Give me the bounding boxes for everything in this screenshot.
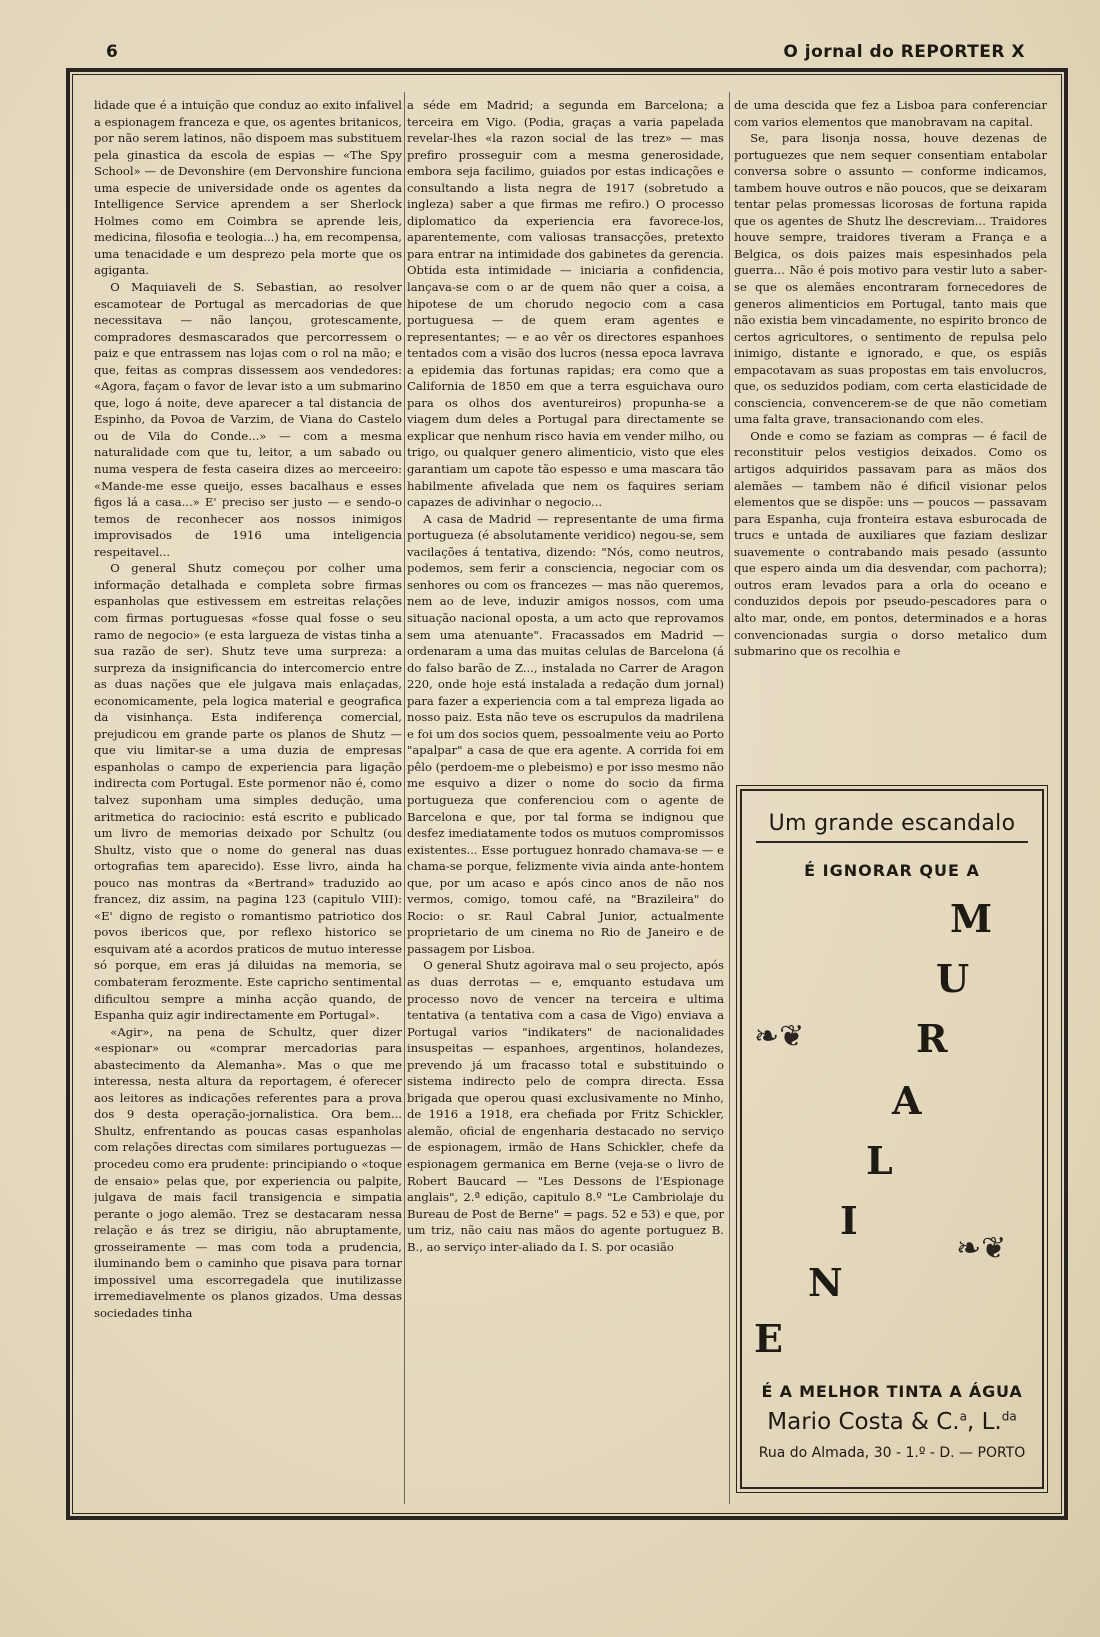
brand-letter: I [840,1198,858,1243]
brand-letter: A [892,1078,922,1123]
ad-headline: Um grande escandalo [768,811,1016,836]
paragraph: A casa de Madrid — representante de uma firma portugueza (é absolutamente veridico) negou-se, sem vacilações á tentativa, dizendo: "Nós, como neutros, podemos, sem ferir a consciencia, negociar com os senhores ou com os francezes — mas não queremos, nem ao de leve, induzir amigos nossos, com uma situação nacional oposta, a um acto que reprovamos sem uma atenuante". Fracassados em Madrid — ordenaram a uma das muitas celulas de Barcelona (á do falso barão de Z..., instalada no Carrer de Aragon 220, onde hoje está instalada a redação dum jornal) para fazer a experiencia com a tal empreza ligada ao nosso paiz. Esta não teve os escrupulos da madrilena e foi um dos socios quem, pessoalmente veiu ao Porto "apalpar" a casa de que era agente. A corrida foi em pêlo (perdoem-me o plebeismo) e por isso mesmo não me esquivo a dizer o nome do socio da firma portugueza que conferenciou com o agente de Barcelona e que, por tal forma se indignou que desfez imediatamente todos os mutuos compromissos existentes... Esse portuguez honrado chamava-se — e chama-se porque, felizmente vivia ainda ante-hontem que, por um acaso e após cinco anos de não nos vermos, comigo, tomou café, na "Brazileira" do Rocio: o sr. Raul Cabral Junior, actualmente proprietario de um cinema no Rio de Janeiro e de passagem por Lisboa. [407,511,724,956]
page-number: 6 [106,42,118,62]
column-rule [404,92,405,1504]
company-superscript: a [959,1409,967,1424]
running-title: O jornal do REPORTER X [783,42,1025,62]
ad-address: Rua do Almada, 30 - 1.º - D. — PORTO [758,1445,1026,1461]
muraline-advertisement [740,789,1044,1489]
ad-company [742,1409,1042,1435]
company-superscript: da [1001,1409,1017,1424]
paragraph: O general Shutz agoirava mal o seu projecto, após as duas derrotas — e, emquanto estudava um processo novo de vencer na terceira e ultima tentativa (a tentativa com a casa de Vigo) enviava a Portugal varios "indikaters" de nacionalidades insuspeitas — espanhoes, argentinos, holandezes, prevendo já um fracasso total e substituindo o sistema indirecto pelo de compra directa. Essa brigada que operou quasi exclusivamente no Minho, de 1916 a 1918, era chefiada por Fritz Schickler, alemão, oficial de engenharia destacado no serviço de espionagem, irmão de Hans Schickler, chefe da espionagem germanica em Berne (veja-se o livro de Robert Baucard — "Les Dessons de l'Espionage anglais", 2.ª edição, capitulo 8.º "Le Cambriolaje du Bureau de Post de Berne" = pags. 52 e 53) e que, por um triz, não caiu nas mãos do agente portuguez B. B., ao serviço inter-aliado da I. S. por ocasião [407,958,724,1254]
paragraph: O Maquiaveli de S. Sebastian, ao resolver escamotear de Portugal as mercadorias de que necessitava — não lançou, grotescamente, compradores desmascarados que percorressem o paiz e que entrassem nas lojas com o rol na mão; e que, feitas as compras dissessem aos vendedores: «Agora, façam o favor de levar isto a um submarino que, logo á noite, deve aparecer a tal distancia de Espinho, da Povoa de Varzim, de Viana do Castelo ou de Vila do Conde...» — com a mesma naturalidade com que tu, leitor, a um sabado ou numa vespera de festa caseira dizes ao merceeiro: «Mande-me esse queijo, esses bacalhaus e esses figos lá a casa...» E' preciso ser justo — e sendo-o temos de reconhecer aos nossos inimigos improvisados de 1916 uma inteligencia respeitavel... [94,280,402,559]
brand-letter: E [754,1316,783,1361]
scroll-ornament-icon: ❧❦ [956,1231,1007,1266]
brand-letter: U [936,956,970,1001]
paragraph: a séde em Madrid; a segunda em Barcelona; a terceira em Vigo. (Podia, graças a varia papelada revelar-lhes «la razon social de las trez» — mas prefiro prosseguir com a mesma generosidade, embora seja facilimo, guiados por estas indicações e consultando a lista negra de 1917 (sobretudo a ingleza) saber a que firmas me refiro.) O processo diplomatico da experiencia era favorece-los, aparentemente, com valiosas transacções, pretexto para entrar na intimidade dos gabinetes da gerencia. Obtida esta intimidade — iniciaria a confidencia, lançava-se com o ar de quem não quer a coisa, a hipotese de um chorudo negocio com a casa portuguesa — de quem eram agentes e representantes; — e ao vêr os directores espanhoes tentados com a visão dos lucros (nessa epoca lavrava a epidemia das fortunas rapidas; era como que a California de 1850 em que a terra esguichava ouro para os olhos dos aventureiros) propunha-se a viagem dum deles a Portugal para directamente se explicar que nenhum risco havia em vender milho, ou trigo, ou qualquer genero alimenticio, visto que eles garantiam um capote tão espesso e uma mascara tão habilmente afivelada que nem os faquires seriam capazes de adivinhar o negocio... [407,98,724,510]
article-column-3 [734,97,1047,757]
paragraph: Onde e como se faziam as compras — é facil de reconstituir pelos vestigios deixados. Como os artigos adquiridos passavam para as mãos dos alemães — tambem não é dificil visionar pelos elementos que se dispõe: uns — poucos — passavam para Espanha, cuja fronteira estava esburocada de trucs e untada de auxiliares que faziam deslizar suavemente o contrabando mais pesado (assunto que espero ainda um dia desvendar, com pachorra); outros eram levados para a orla do oceano e conduzidos depois por pseudo-pescadores para o alto mar, onde, em pontos, determinados e a horas convencionadas surgia o dorso metalico dum submarino que os recolhia e [734,428,1047,659]
company-name: Mario Costa & C. [767,1409,960,1435]
brand-letter: L [866,1138,893,1183]
brand-letter: M [950,896,993,941]
scroll-ornament-icon: ❧❦ [754,1019,805,1054]
paragraph: Se, para lisonja nossa, houve dezenas de portuguezes que nem sequer consentiam entabolar conversa sobre o assunto — conforme indicamos, tambem houve outros e não poucos, que se deixaram tentar pelas promessas licorosas de fortuna rapida que os agentes de Shutz lhe descreviam... Traidores houve sempre, traidores tiveram a França e a Belgica, os dois paizes mais espesinhados pela guerra... Não é pois motivo para vestir luto a saber-se que os alemães encontraram fornecedores de generos alimenticios em Portugal, tanto mais que não existia bem vincadamente, no espirito bronco de certos agricultores, o sentimento de repulsa pelo inimigo, distante e ignorado, e que, os espiãs empacotavam as suas propostas em tais envolucros, que, os seduzidos podiam, com certa elasticidade de consciencia, convencerem-se de que não cometiam uma falta grave, transacionando com eles. [734,131,1047,427]
paragraph: de uma descida que fez a Lisboa para conferenciar com varios elementos que manobravam na capital. [734,98,1047,129]
brand-letter: R [916,1016,948,1061]
company-suffix: , L. [966,1409,1002,1435]
paragraph: «Agir», na pena de Schultz, quer dizer «espionar» ou «comprar mercadorias para abastecimento da Alemanha». Mas o que me interessa, nesta altura da reportagem, é oferecer aos leitores as indicações referentes para a prova dos 9 desta operação-jornalistica. Ora bem... Shultz, enfrentando as poucas casas espanholas com relações directas com similares portuguezas — procedeu como era prudente: principiando o «toque de ensaio» pelas que, por experiencia ou palpite, julgava de mais facil transigencia e simpatia perante o jogo alemão. Trez se destacaram nessa relação e ás trez se dirigiu, não abruptamente, grosseiramente — mas com toda a prudencia, iluminando bem o caminho que pisava para tornar impossivel uma escorregadela que inutilizasse irremediavelmente os planos gizados. Uma dessas sociedades tinha [94,1024,402,1320]
article-column-1 [94,97,402,1499]
article-column-2 [407,97,724,1499]
brand-letter: N [808,1260,843,1305]
column-rule [729,92,730,1504]
ad-subheading: É IGNORAR QUE A [804,861,980,880]
ad-tagline: É A MELHOR TINTA A ÁGUA [761,1382,1023,1401]
ad-divider [756,841,1028,843]
paragraph: O general Shutz começou por colher uma informação detalhada e completa sobre firmas espanholas que estivessem em estreitas relações com firmas portuguesas «fosse qual fosse o seu ramo de negocio» (e esta largueza de vistas tinha a sua razão de ser). Shutz teve uma surpreza: a surpreza da insignificancia do intercomercio entre as duas nações que ele julgava mais enlaçadas, economicamente, pela logica material e geografica da visinhança. Esta indiferença comercial, prejudicou em grande parte os planos de Shutz — que viu limitar-se a uma duzia de empresas espanholas o campo de experiencia para ligação indirecta com Portugal. Este pormenor não é, como talvez suponham uma simples dedução, uma aritmetica do raciocinio: está escrito e publicado um livro de memorias deixado por Schultz (ou Shultz, visto que o nome do general nas duas ortografias tem aparecido). Esse livro, ainda ha pouco nas montras da «Bertrand» traduzido ao francez, diz assim, na pagina 123 (capitulo VIII): «E' digno de registo o romantismo patriotico dos povos ibericos que, por reflexo historico se esquivam até a acordos praticos de mutuo interesse só porque, em eras já diluidas na memoria, se combateram ferozmente. Este capricho sentimental dificultou sempre a minha acção quando, de Espanha quiz agir indirectamente em Portugal». [94,561,402,1023]
paragraph: lidade que é a intuição que conduz ao exito infalivel a espionagem franceza e que, os agentes britanicos, por não serem latinos, não dispoem mas substituem pela ginastica da escola de espias — «The Spy School» — de Devonshire (em Dervonshire funciona uma especie de universidade onde os agentes da Intelligence Service aprendem a ser Sherlock Holmes como em Coimbra se aprende leis, medicina, filosofia e teologia...) ha, em recompensa, uma tenacidade e um desprezo pela morte que os agiganta. [94,98,402,278]
